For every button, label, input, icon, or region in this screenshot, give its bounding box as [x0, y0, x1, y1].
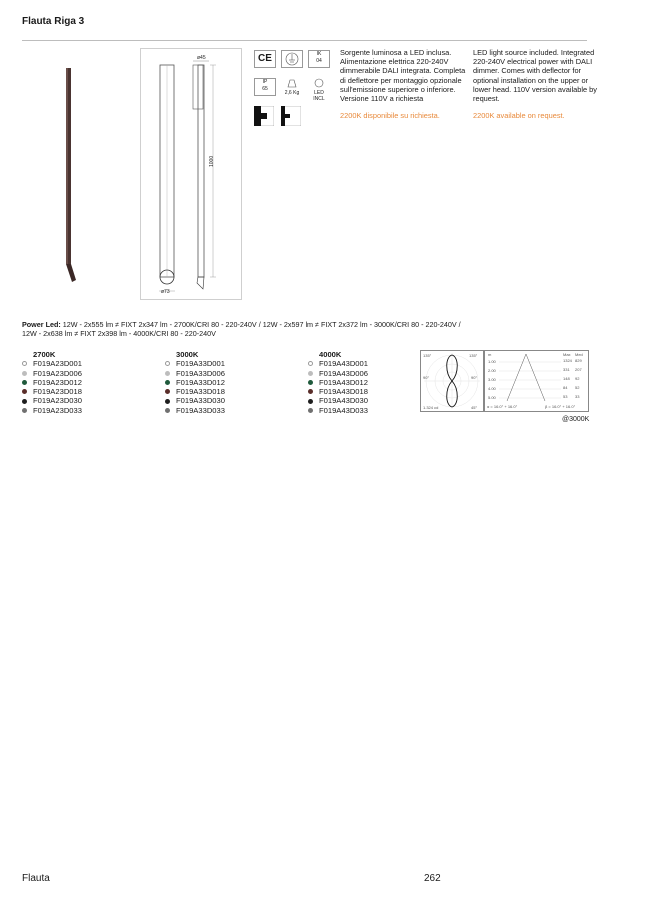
svg-text:4.00: 4.00 — [488, 386, 496, 391]
description-en-text: LED light source included. Integrated 220-240V electrical power with DALI dimmer. Comes with deflector for optional installation on the upper or lower head. 110V version available by request. — [473, 48, 597, 104]
codes-4000k — [308, 350, 368, 415]
list-item: F019A33D033 — [165, 406, 225, 415]
icon-grid — [251, 48, 331, 130]
svg-text:207: 207 — [575, 367, 582, 372]
list-item: F019A33D012 — [165, 378, 225, 387]
description-english — [473, 48, 601, 120]
power-specs — [22, 320, 602, 338]
ik-rating-icon: IK 04 — [308, 50, 330, 68]
svg-text:1.324 cd: 1.324 cd — [423, 405, 439, 410]
footer-family-name: Flauta — [22, 873, 50, 884]
codes-2700k — [22, 350, 82, 415]
svg-text:52: 52 — [575, 385, 580, 390]
white-finish-icon — [308, 361, 313, 366]
temperature-heading: 2700K — [33, 350, 56, 359]
svg-text:84: 84 — [563, 385, 568, 390]
svg-text:90°: 90° — [423, 375, 430, 380]
svg-text:1324: 1324 — [563, 358, 572, 363]
black-finish-icon — [22, 399, 27, 404]
weight-icon: 2,6 Kg — [281, 78, 303, 96]
page-title: Flauta Riga 3 — [22, 16, 85, 27]
black-finish-icon — [308, 399, 313, 404]
svg-text:135°: 135° — [423, 353, 432, 358]
green-finish-icon — [165, 380, 170, 385]
description-en-note: 2200K available on request. — [473, 111, 565, 121]
green-finish-icon — [308, 380, 313, 385]
list-item: F019A33D018 — [165, 387, 225, 396]
svg-text:33: 33 — [575, 394, 580, 399]
white-finish-icon — [22, 361, 27, 366]
svg-text:α = 16.0° + 16.0°: α = 16.0° + 16.0° — [487, 404, 518, 409]
description-italian — [340, 48, 468, 120]
list-item: F019A23D030 — [22, 396, 82, 405]
black-finish-icon — [165, 399, 170, 404]
polar-light-distribution — [420, 350, 484, 412]
list-item: F019A43D030 — [308, 396, 368, 405]
list-item: F019A33D001 — [165, 359, 225, 368]
ce-icon: CE — [254, 50, 276, 68]
list-item: F019A33D030 — [165, 396, 225, 405]
list-item: F019A43D018 — [308, 387, 368, 396]
white-finish-icon — [165, 361, 170, 366]
height-label: 1000 — [209, 155, 215, 167]
svg-text:Max: Max — [563, 352, 571, 357]
brown-finish-icon — [308, 389, 313, 394]
grey-finish-icon — [22, 371, 27, 376]
list-item: F019A23D006 — [22, 369, 82, 378]
list-item: F019A43D006 — [308, 369, 368, 378]
temperature-heading: 3000K — [176, 350, 199, 359]
wall-mount-alt-icon — [281, 106, 301, 126]
svg-text:829: 829 — [575, 358, 582, 363]
temperature-heading: 4000K — [319, 350, 342, 359]
divider — [22, 40, 587, 41]
svg-text:β = 16.0° + 16.0°: β = 16.0° + 16.0° — [545, 404, 576, 409]
product-image — [60, 66, 80, 286]
svg-text:331: 331 — [563, 367, 570, 372]
ip-rating-icon: IP 65 — [254, 78, 276, 96]
svg-text:2.00: 2.00 — [488, 368, 496, 373]
svg-text:148: 148 — [563, 376, 570, 381]
list-item: F019A23D012 — [22, 378, 82, 387]
page-number: 262 — [424, 873, 441, 884]
brown-finish-icon — [165, 389, 170, 394]
description-it-note: 2200K disponibile su richiesta. — [340, 111, 440, 121]
grey-finish-icon — [165, 371, 170, 376]
list-item: F019A33D006 — [165, 369, 225, 378]
svg-text:92: 92 — [575, 376, 580, 381]
power-label: Power Led: — [22, 320, 61, 329]
diameter-bottom-label: ø73 — [161, 289, 170, 295]
svg-text:90°: 90° — [471, 375, 478, 380]
svg-text:1.00: 1.00 — [488, 359, 496, 364]
technical-drawing — [140, 48, 242, 300]
list-item: F019A43D012 — [308, 378, 368, 387]
green-finish-icon — [22, 380, 27, 385]
svg-text:3.00: 3.00 — [488, 377, 496, 382]
list-item: F019A23D001 — [22, 359, 82, 368]
photometry-footnote: @3000K — [562, 416, 590, 423]
wall-mount-icon — [254, 106, 274, 126]
power-line-2: 12W - 2x638 lm ≠ FIXT 2x398 lm - 4000K/CRI 80 - 220-240V — [22, 329, 216, 338]
power-line-1: 12W - 2x555 lm ≠ FIXT 2x347 lm - 2700K/CRI 80 - 220-240V / 12W - 2x597 lm ≠ FIXT 2x372 lm - 3000K/CRI 80 - 220-240V / — [60, 320, 461, 329]
svg-text:135°: 135° — [469, 353, 478, 358]
list-item: F019A43D033 — [308, 406, 368, 415]
diameter-top-label: ø45 — [197, 55, 206, 61]
list-item: F019A23D033 — [22, 406, 82, 415]
list-item: F019A43D001 — [308, 359, 368, 368]
list-item: F019A23D018 — [22, 387, 82, 396]
codes-3000k — [165, 350, 225, 415]
illuminance-cone-diagram — [484, 350, 589, 412]
svg-text:53: 53 — [563, 394, 568, 399]
dark-grey-finish-icon — [22, 408, 27, 413]
svg-text:45°: 45° — [471, 405, 478, 410]
earth-symbol-icon — [281, 50, 303, 68]
brown-finish-icon — [22, 389, 27, 394]
dark-grey-finish-icon — [165, 408, 170, 413]
description-it-text: Sorgente luminosa a LED inclusa. Alimentazione elettrica 220-240V dimmerabile DALI integrata. Completa di deflettore per montaggio opzionale sull'emissione superiore o inferiore. Versione 110V a richiesta — [340, 48, 466, 104]
svg-text:m: m — [488, 352, 492, 357]
dark-grey-finish-icon — [308, 408, 313, 413]
grey-finish-icon — [308, 371, 313, 376]
svg-text:5.00: 5.00 — [488, 395, 496, 400]
svg-text:Med: Med — [575, 352, 583, 357]
led-included-icon: LED INCL — [308, 78, 330, 96]
